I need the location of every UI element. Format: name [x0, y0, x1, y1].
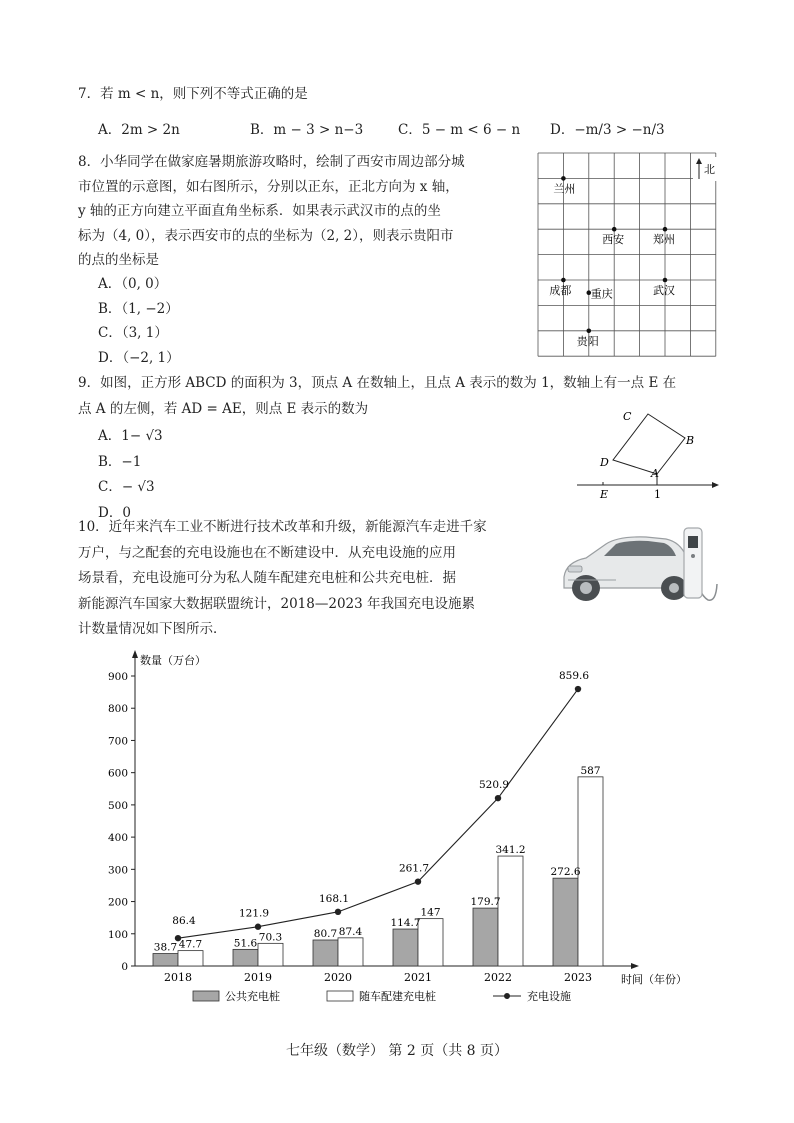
charging-facility-chart [95, 648, 715, 1016]
q10-line-3: 场景看，充电设施可分为私人随车配建充电桩和公共充电桩．据 [78, 570, 456, 586]
q8-line-2: 市位置的示意图，如右图所示，分别以正东，正北方向为 x 轴， [78, 178, 459, 195]
bar-public-label: 51.6 [233, 937, 258, 950]
bar-private [178, 951, 203, 966]
bar-private-label: 587 [580, 764, 601, 777]
bar-public-label: 179.7 [470, 896, 501, 909]
line-point [255, 924, 261, 930]
bar-private-label: 47.7 [178, 938, 203, 951]
line-point [335, 909, 341, 915]
q9-option-4: D．0 [98, 504, 131, 521]
label-c: C [623, 410, 632, 423]
y-tick-label: 300 [107, 864, 128, 877]
city-label: 西安 [602, 233, 625, 247]
front-hub [580, 582, 592, 594]
label-b: B [686, 434, 695, 447]
legend-line-label: 充电设施 [527, 990, 571, 1003]
y-tick-label: 700 [107, 735, 128, 748]
q8-line-3: y 轴的正方向建立平面直角坐标系．如果表示武汉市的点的坐 [78, 203, 441, 219]
legend-line-marker [504, 993, 510, 999]
q7-stem: 7．若 m < n，则下列不等式正确的是 [78, 86, 308, 102]
bar-private [418, 919, 443, 966]
q9-option-2: B．−1 [98, 453, 142, 470]
bar-public [313, 940, 338, 966]
square-abcd [613, 414, 685, 474]
x-tick-label: 2023 [564, 971, 592, 984]
y-tick-label: 0 [121, 961, 128, 973]
line-point-label: 121.9 [238, 907, 270, 920]
number-line-arrow [712, 482, 719, 488]
y-tick-label: 200 [107, 896, 128, 909]
x-tick-label: 2019 [244, 971, 272, 984]
city-point [561, 176, 566, 181]
y-tick-label: 600 [107, 767, 128, 780]
line-point [415, 878, 421, 884]
y-tick-label: 900 [107, 671, 128, 683]
line-point [495, 795, 501, 801]
q8-line-5: 的点的坐标是 [78, 252, 159, 268]
page-footer: 七年级（数学） 第 2 页（共 8 页） [285, 1043, 509, 1059]
bar-private [258, 943, 283, 966]
north-label: 北 [704, 163, 715, 176]
x-tick-label: 2018 [164, 971, 192, 984]
city-label: 贵阳 [576, 334, 599, 348]
y-tick-label: 500 [107, 799, 128, 812]
label-e: E [600, 488, 609, 501]
bar-private-label: 87.4 [338, 925, 363, 938]
q10-line-1: 10．近年来汽车工业不断进行技术改革和升级，新能源汽车走进千家 [78, 519, 487, 535]
city-label: 郑州 [653, 233, 675, 247]
y-tick-label: 400 [107, 832, 128, 845]
legend-private-swatch [327, 991, 353, 1001]
city-label: 兰州 [553, 182, 576, 196]
bar-public [473, 908, 498, 966]
q7-option-a: A．2m > 2n [98, 122, 180, 138]
q9-line-2: 点 A 的左侧，若 AD = AE，则点 E 表示的数为 [78, 401, 369, 417]
city-point [561, 278, 566, 283]
q7-option-b: B．m − 3 > n−3 [250, 122, 364, 138]
q8-option-2: B．（1, −2） [98, 300, 179, 317]
q8-option-3: C．（3, 1） [98, 325, 168, 341]
city-point [612, 227, 617, 232]
legend-public-swatch [193, 991, 219, 1001]
line-point-label: 86.4 [172, 915, 196, 928]
bar-private [578, 777, 603, 966]
q8-option-1: A．（0, 0） [98, 276, 168, 292]
label-one: 1 [654, 488, 661, 501]
city-point [663, 227, 668, 232]
q8-line-1: 8．小华同学在做家庭暑期旅游攻略时，绘制了西安市周边部分城 [78, 154, 465, 170]
city-label: 武汉 [653, 284, 675, 297]
q9-option-1: A．1− √3 [98, 428, 163, 444]
y-axis-arrow [132, 650, 138, 658]
bar-private-label: 341.2 [495, 844, 526, 857]
square-on-number-line-figure [575, 406, 725, 502]
city-label: 成都 [549, 284, 572, 297]
q8-options [98, 272, 180, 370]
y-axis-label: 数量（万台） [140, 654, 206, 667]
line-point-label: 168.1 [318, 892, 350, 905]
line-point-label: 859.6 [558, 670, 590, 683]
city-point [663, 278, 668, 283]
label-a: A [651, 467, 659, 480]
line-point-label: 261.7 [398, 862, 430, 875]
city-label: 重庆 [590, 287, 613, 301]
legend-private-label: 随车配建充电桩 [359, 990, 436, 1003]
bar-public-label: 272.6 [550, 866, 581, 879]
bar-public [553, 878, 578, 966]
bar-private-label: 70.3 [258, 931, 283, 944]
q8-option-4: D．（−2, 1） [98, 349, 180, 366]
rear-hub [669, 583, 679, 593]
x-tick-label: 2021 [404, 971, 432, 984]
q7-option-d: D．−m/3 > −n/3 [550, 122, 665, 138]
line-point [575, 686, 581, 692]
q8-line-4: 标为（4, 0），表示西安市的点的坐标为（2, 2），则表示贵阳市 [78, 227, 454, 244]
city-point [587, 329, 592, 334]
city-grid-map [536, 151, 720, 363]
x-axis-arrow [631, 963, 639, 969]
headlight [568, 566, 582, 572]
q10-line-2: 万户，与之配套的充电设施也在不断建设中．从充电设施的应用 [78, 544, 456, 561]
q10-line-4: 新能源汽车国家大数据联盟统计，2018—2023 年我国充电设施累 [78, 595, 476, 612]
q9-option-3: C．− √3 [98, 479, 155, 495]
bar-private [338, 938, 363, 966]
y-tick-label: 800 [107, 703, 128, 716]
q7-option-c: C．5 − m < 6 − n [398, 122, 521, 138]
q9-line-1: 9．如图，正方形 ABCD 的面积为 3，顶点 A 在数轴上，且点 A 表示的数为 1，数轴上有一点 E 在 [78, 375, 677, 391]
label-d: D [600, 456, 609, 469]
q9-options [98, 424, 163, 526]
bar-public [233, 949, 258, 966]
q10-stem [78, 515, 487, 643]
ev-charging-illustration [556, 522, 726, 612]
charger-button [691, 554, 695, 558]
line-point-label: 520.9 [478, 779, 510, 792]
q10-line-5: 计数量情况如下图所示． [78, 621, 227, 637]
bar-public-label: 80.7 [313, 927, 338, 940]
q8-stem [78, 150, 465, 273]
legend-public-label: 公共充电桩 [225, 990, 280, 1003]
bar-public-label: 38.7 [153, 941, 178, 954]
bar-public [393, 929, 418, 966]
x-tick-label: 2020 [324, 971, 352, 984]
bar-public-label: 114.7 [390, 917, 421, 930]
charger-screen [688, 536, 698, 548]
bar-private [498, 856, 523, 966]
bar-public [153, 954, 178, 966]
bar-private-label: 147 [420, 906, 441, 919]
y-tick-label: 100 [107, 928, 128, 941]
x-axis-label: 时间（年份） [621, 973, 687, 986]
x-tick-label: 2022 [484, 971, 512, 984]
